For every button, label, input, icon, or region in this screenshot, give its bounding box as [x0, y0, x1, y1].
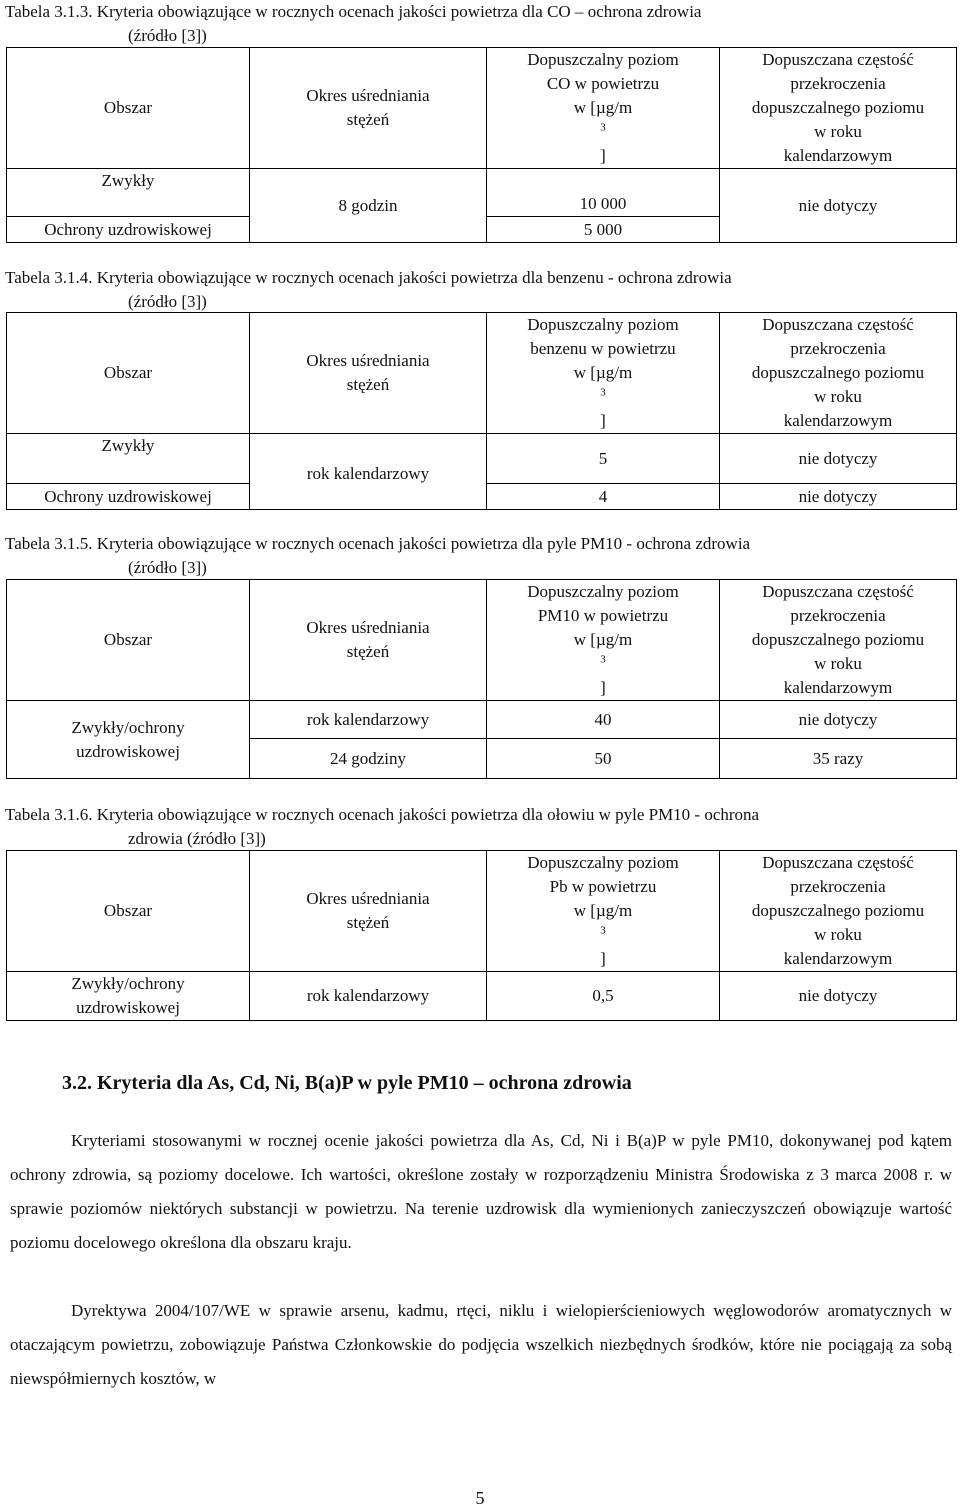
cell-obszar-uzdrowisko: Ochrony uzdrowiskowej [7, 484, 250, 510]
cell-czestosc: nie dotyczy [720, 169, 957, 243]
cell-okres-dobowy: 24 godziny [250, 739, 487, 779]
cell-poziom-uzdrowisko: 5 000 [487, 217, 720, 243]
table-3-1-3-caption [5, 0, 955, 48]
caption-line-2: (źródło [3]) [128, 558, 207, 577]
caption-line-2: (źródło [3]) [128, 292, 207, 311]
cell-poziom-zwykly: 5 [487, 434, 720, 484]
cell-czestosc-uzdrowisko: nie dotyczy [720, 484, 957, 510]
paragraph-1 [10, 1124, 952, 1260]
paragraph-2 [10, 1294, 952, 1396]
cell-poziom-dobowy: 50 [487, 739, 720, 779]
cell-okres-roczny: rok kalendarzowy [250, 701, 487, 739]
caption-line-2: (źródło [3]) [128, 26, 207, 45]
table-3-1-6-caption [5, 803, 955, 851]
header-obszar: Obszar [7, 313, 250, 434]
cell-poziom-roczny: 40 [487, 701, 720, 739]
header-okres: Okres uśredniania stężeń [250, 580, 487, 701]
header-poziom: Dopuszczalny poziom benzenu w powietrzu w [µg/m $^3$ ] [487, 313, 720, 434]
cell-poziom-uzdrowisko: 4 [487, 484, 720, 510]
cell-obszar-zwykly: Zwykły [7, 169, 250, 217]
cell-czestosc-zwykly: nie dotyczy [720, 434, 957, 484]
cell-okres: 8 godzin [250, 169, 487, 243]
table-3-1-5 [6, 579, 957, 779]
paragraph-2-text: Dyrektywa 2004/107/WE w sprawie arsenu, kadmu, rtęci, niklu i wielopierścieniowych węglowodorów aromatycznych w otaczającym powietrzu, zobowiązuje Państwa Członkowskie do podjęcia wszelkich niezbędnych środków, które nie pociągają za sobą niewspółmiernych kosztów, w [10, 1301, 952, 1388]
caption-line-1: Tabela 3.1.6. Kryteria obowiązujące w rocznych ocenach jakości powietrza dla ołowiu w pyle PM10 - ochrona [5, 805, 760, 824]
table-3-1-3 [6, 47, 957, 243]
cell-czestosc-dobowy: 35 razy [720, 739, 957, 779]
caption-line-1: Tabela 3.1.3. Kryteria obowiązujące w rocznych ocenach jakości powietrza dla CO – ochrona zdrowia [5, 2, 702, 21]
header-czestosc: Dopuszczana częstość przekroczenia dopuszczalnego poziomu w roku kalendarzowym [720, 48, 957, 169]
caption-line-2: zdrowia (źródło [3]) [128, 829, 266, 848]
cell-okres: rok kalendarzowy [250, 972, 487, 1021]
paragraph-1-text: Kryteriami stosowanymi w rocznej ocenie jakości powietrza dla As, Cd, Ni i B(a)P w pyle PM10, dokonywanej pod kątem ochrony zdrowia, są poziomy docelowe. Ich wartości, określone zostały w rozporządzeniu Ministra Środowiska z 3 marca 2008 r. w sprawie poziomów niektórych substancji w powietrzu. Na terenie uzdrowisk dla wymienionych zanieczyszczeń obowiązuje wartość poziomu docelowego określona dla obszaru kraju. [10, 1131, 952, 1252]
cell-obszar-uzdrowisko: Ochrony uzdrowiskowej [7, 217, 250, 243]
header-obszar: Obszar [7, 851, 250, 972]
table-3-1-4-caption [5, 266, 955, 314]
section-heading: 3.2. Kryteria dla As, Cd, Ni, B(a)P w pyle PM10 – ochrona zdrowia [62, 1072, 632, 1094]
cell-obszar: Zwykły/ochrony uzdrowiskowej [7, 701, 250, 779]
table-3-1-4 [6, 312, 957, 510]
header-czestosc: Dopuszczana częstość przekroczenia dopuszczalnego poziomu w roku kalendarzowym [720, 580, 957, 701]
caption-line-1: Tabela 3.1.4. Kryteria obowiązujące w rocznych ocenach jakości powietrza dla benzenu - ochrona zdrowia [5, 268, 732, 287]
header-obszar: Obszar [7, 580, 250, 701]
cell-obszar-zwykly: Zwykły [7, 434, 250, 484]
caption-line-1: Tabela 3.1.5. Kryteria obowiązujące w rocznych ocenach jakości powietrza dla pyle PM10 - ochrona zdrowia [5, 534, 751, 553]
header-poziom: Dopuszczalny poziom PM10 w powietrzu w [µg/m $^3$ ] [487, 580, 720, 701]
cell-czestosc-roczny: nie dotyczy [720, 701, 957, 739]
header-poziom: Dopuszczalny poziom CO w powietrzu w [µg/m $^3$ ] [487, 48, 720, 169]
header-okres: Okres uśredniania stężeń [250, 313, 487, 434]
header-czestosc: Dopuszczana częstość przekroczenia dopuszczalnego poziomu w roku kalendarzowym [720, 313, 957, 434]
cell-poziom: 0,5 [487, 972, 720, 1021]
header-obszar: Obszar [7, 48, 250, 169]
header-okres: Okres uśredniania stężeń [250, 851, 487, 972]
page-number: 5 [475, 1488, 485, 1508]
header-czestosc: Dopuszczana częstość przekroczenia dopuszczalnego poziomu w roku kalendarzowym [720, 851, 957, 972]
cell-poziom-zwykly: 10 000 [487, 169, 720, 217]
cell-czestosc: nie dotyczy [720, 972, 957, 1021]
table-3-1-5-caption [5, 532, 955, 580]
header-poziom: Dopuszczalny poziom Pb w powietrzu w [µg/m $^3$ ] [487, 851, 720, 972]
cell-obszar: Zwykły/ochrony uzdrowiskowej [7, 972, 250, 1021]
header-okres: Okres uśredniania stężeń [250, 48, 487, 169]
cell-okres: rok kalendarzowy [250, 434, 487, 510]
table-3-1-6 [6, 850, 957, 1021]
